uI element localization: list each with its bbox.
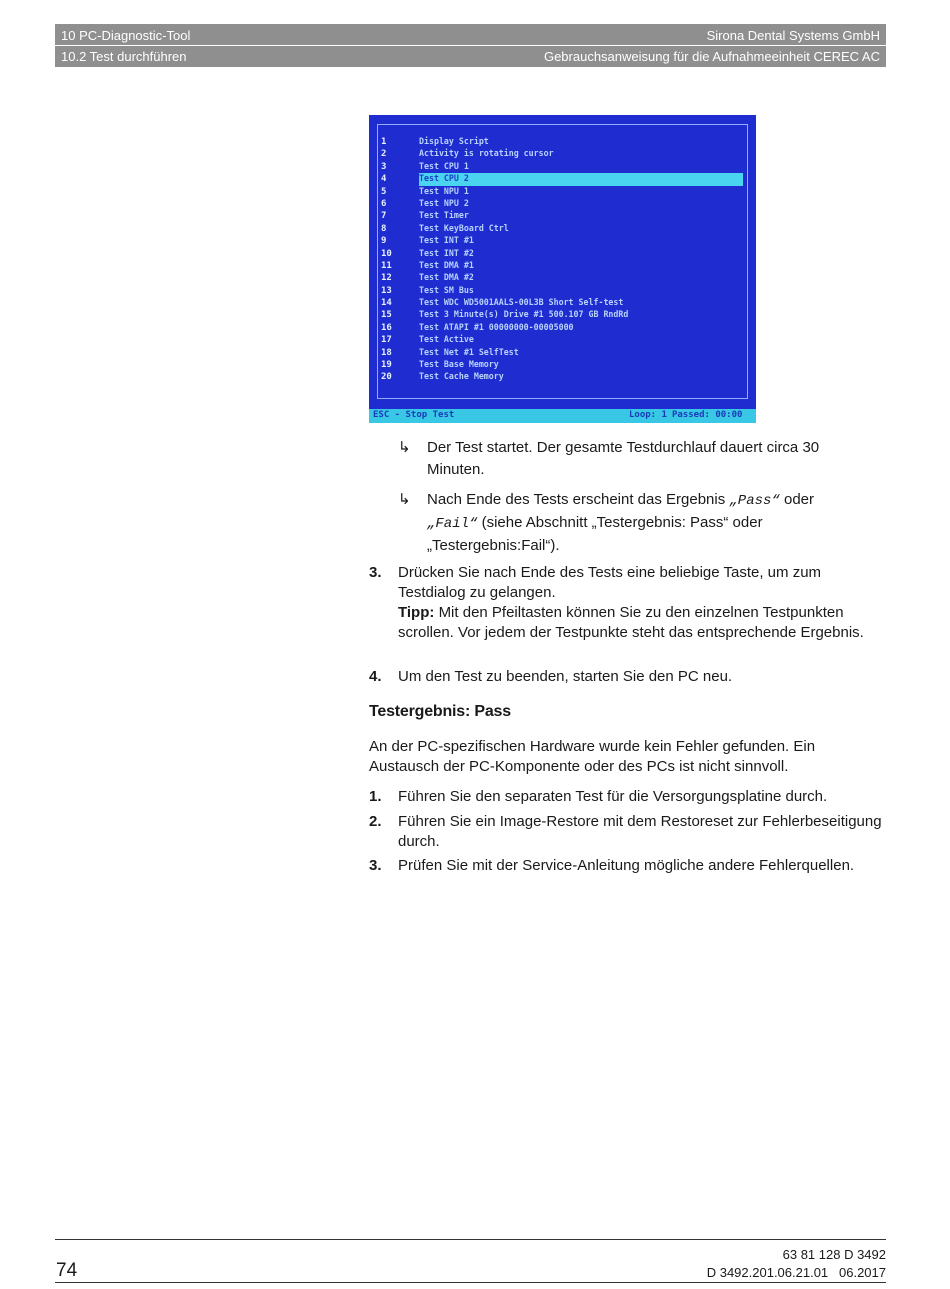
test-list-item[interactable] <box>381 235 743 247</box>
test-list-item[interactable] <box>381 198 743 210</box>
test-item-number: 13 <box>381 285 392 296</box>
step-text: Um den Test zu beenden, starten Sie den PC neu. <box>398 668 733 685</box>
step-number: 4. <box>369 668 382 685</box>
test-list-item[interactable] <box>381 334 743 346</box>
test-item-number: 16 <box>381 322 392 333</box>
test-item-label: Test Active <box>419 335 474 346</box>
test-list-item[interactable] <box>381 210 743 222</box>
manual-title: Gebrauchsanweisung für die Aufnahmeeinheit CEREC AC <box>543 49 880 64</box>
test-item-number: 9 <box>381 236 387 247</box>
test-item-number: 12 <box>381 273 392 284</box>
step-number: 1. <box>369 788 382 805</box>
step-text: Drücken Sie nach Ende des Tests eine beliebige Taste, um zum Testdialog zu gelangen. Tipp: Mit den Pfeiltasten können Sie zu den einzelnen Testpunkten scrollen. Vor jedem der Testpunkte steht das entsprechende Ergebnis. <box>398 564 864 641</box>
test-item-label: Activity is rotating cursor <box>419 149 554 160</box>
test-item-number: 3 <box>381 161 387 172</box>
step-text: Prüfen Sie mit der Service-Anleitung mögliche andere Fehlerquellen. <box>398 857 855 874</box>
test-list-item[interactable] <box>381 322 743 334</box>
doc-version: D 3492.201.06.21.01 <box>706 1265 829 1280</box>
test-item-number: 1 <box>381 137 387 147</box>
test-item-number: 19 <box>381 360 392 371</box>
section-title: 10.2 Test durchführen <box>61 49 187 64</box>
test-item-label: Test DMA #1 <box>419 260 474 271</box>
diagnostic-screenshot <box>369 115 756 423</box>
status-loop: Loop: 1 <box>629 410 667 420</box>
test-list-item[interactable] <box>381 148 743 160</box>
test-list-item[interactable] <box>381 161 743 173</box>
company-name: Sirona Dental Systems GmbH <box>706 27 880 43</box>
test-item-label: Test WDC WD5001AALS-00L3B Short Self-test <box>419 298 624 309</box>
doc-version-line <box>707 1265 886 1280</box>
test-list <box>381 136 743 384</box>
fail-code: „Fail“ <box>427 516 478 532</box>
chapter-title: 10 PC-Diagnostic-Tool <box>61 27 191 43</box>
test-item-label: Test INT #1 <box>419 236 474 247</box>
test-item-number: 20 <box>381 372 392 383</box>
result-text: Nach Ende des Tests erscheint das Ergebnis „Pass“ oder „Fail“ (siehe Abschnitt „Testergebnis: Pass“ oder „Testergebnis:Fail“). <box>427 491 815 554</box>
test-item-number: 6 <box>381 198 387 209</box>
test-list-item[interactable] <box>381 260 743 272</box>
test-item-label: Test CPU 1 <box>419 161 469 172</box>
test-item-number: 2 <box>381 149 387 160</box>
test-item-label: Test ATAPI #1 00000000-00005000 <box>419 322 574 333</box>
test-item-number: 15 <box>381 310 392 321</box>
test-item-label: Display Script <box>419 137 489 147</box>
step-number: 3. <box>369 564 382 581</box>
test-item-number: 11 <box>381 260 392 271</box>
result-arrow-icon: ↳ <box>398 439 411 456</box>
test-list-item[interactable] <box>381 359 743 371</box>
test-item-number: 14 <box>381 298 392 309</box>
test-list-item[interactable] <box>381 297 743 309</box>
test-list-item[interactable] <box>381 371 743 383</box>
test-item-number: 10 <box>381 248 392 259</box>
test-list-item[interactable] <box>381 173 743 185</box>
step-text: Führen Sie ein Image-Restore mit dem Restoreset zur Fehlerbeseitigung durch. <box>398 813 882 850</box>
test-item-number: 18 <box>381 347 392 358</box>
test-item-number: 4 <box>381 173 419 185</box>
test-list-item[interactable] <box>381 248 743 260</box>
test-item-label: Test KeyBoard Ctrl <box>419 223 509 234</box>
pass-intro: An der PC-spezifischen Hardware wurde kein Fehler gefunden. Ein Austausch der PC-Komponente oder des PCs ist nicht sinnvoll. <box>369 738 816 775</box>
test-item-number: 5 <box>381 186 387 197</box>
test-item-label: Test SM Bus <box>419 285 474 296</box>
pass-code: „Pass“ <box>729 493 780 509</box>
doc-number: 63 81 128 D 3492 <box>782 1247 886 1262</box>
test-item-label: Test NPU 2 <box>419 198 469 209</box>
test-item-label: Test Timer <box>419 211 469 222</box>
status-passed: Passed: 00:00 <box>672 410 743 420</box>
test-list-item[interactable] <box>381 347 743 359</box>
test-item-label: Test Base Memory <box>419 360 499 371</box>
step-number: 2. <box>369 813 382 830</box>
test-list-item[interactable] <box>381 309 743 321</box>
step-text: Führen Sie den separaten Test für die Versorgungsplatine durch. <box>398 788 828 805</box>
test-item-label: Test Cache Memory <box>419 372 504 383</box>
test-item-label: Test NPU 1 <box>419 186 469 197</box>
header-bar-top <box>55 24 886 46</box>
test-item-number: 7 <box>381 211 387 222</box>
tip-label: Tipp: <box>398 604 435 621</box>
test-list-item[interactable] <box>381 186 743 198</box>
test-item-label: Test CPU 2 <box>419 174 469 185</box>
page-number: 74 <box>56 1260 78 1281</box>
header-bar-bottom <box>55 45 886 67</box>
test-list-item[interactable] <box>381 136 743 148</box>
result-arrow-icon: ↳ <box>398 491 411 508</box>
result-text: Der Test startet. Der gesamte Testdurchlauf dauert circa 30 Minuten. <box>427 439 820 478</box>
test-item-label: Test DMA #2 <box>419 273 474 284</box>
test-list-item[interactable] <box>381 223 743 235</box>
status-stop: ESC - Stop Test <box>373 410 455 420</box>
test-list-item[interactable] <box>381 285 743 297</box>
footer-rule-top <box>55 1239 886 1240</box>
test-item-label: Test 3 Minute(s) Drive #1 500.107 GB RndRd <box>419 310 629 321</box>
test-item-number: 17 <box>381 335 392 346</box>
test-item-label: Test Net #1 SelfTest <box>419 347 519 358</box>
doc-date: 06.2017 <box>839 1265 886 1280</box>
footer-rule-bottom <box>55 1282 886 1283</box>
test-list-item[interactable] <box>381 272 743 284</box>
status-bar <box>369 409 756 423</box>
step-number: 3. <box>369 857 382 874</box>
section-heading: Testergebnis: Pass <box>369 703 511 720</box>
test-item-label: Test INT #2 <box>419 248 474 259</box>
test-item-number: 8 <box>381 223 387 234</box>
